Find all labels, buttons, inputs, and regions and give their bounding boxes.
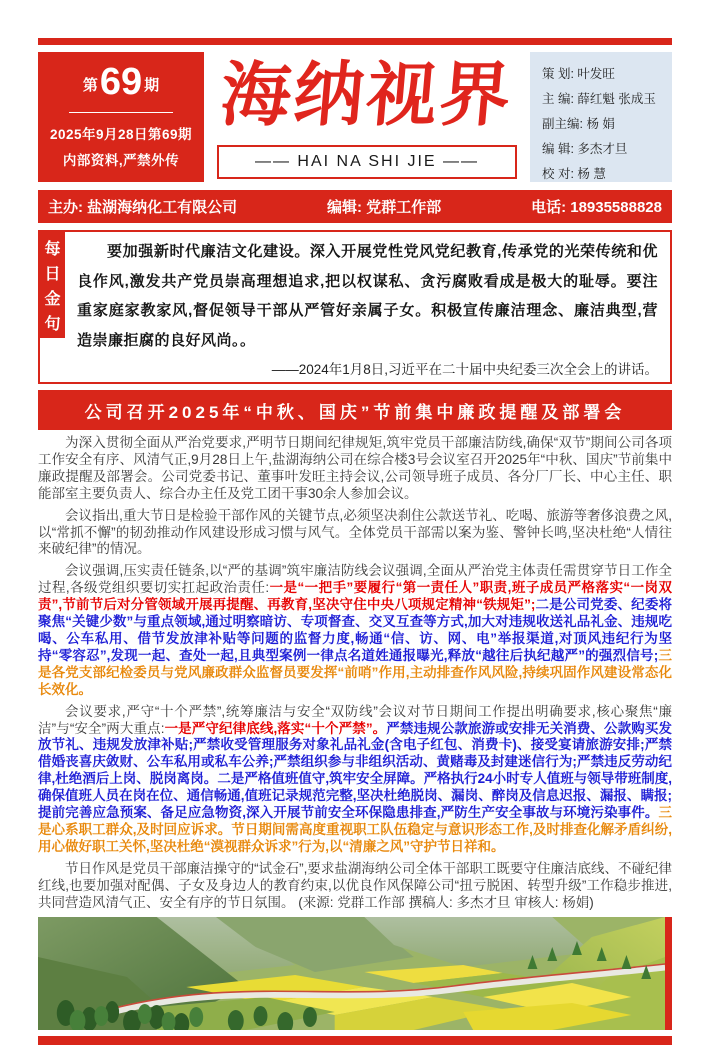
daily-quote-label [40,232,65,338]
info-bar [38,190,672,223]
staff-row: 副主编: 杨 娟 [542,117,615,131]
staff-row: 编 辑: 多杰才旦 [542,142,628,156]
editor-label: 编辑: 党群工作部 [327,199,442,216]
newsletter-subtitle-box [217,145,517,179]
quote-label-char: 句 [44,316,61,333]
staff-row: 校 对: 杨 慧 [542,167,606,181]
text-segment-blue: 严禁违规公款旅游或安排无关消费、公款购买发放节礼、违规发放津补贴;严禁收受管理服务对象礼品礼金(含电子红包、消费卡)、接受宴请旅游安排;严禁借婚丧喜庆敛财、公车私用或私车公养;严禁组织参与非组织活动、黄赌毒及封建迷信行为;严禁违反劳动纪律,杜绝酒后上岗、脱岗离岗。二是严格值班值守,筑牢安全屏障。严格执行24小时专人值班与领导带班制度,确保值班人员在岗在位、通信畅通,值班记录规范完整,坚决杜绝脱岗、漏岗、醉岗及信息迟报、漏报、瞒报;提前完善应急预案、备足应急物资,深入开展节前安全环保隐患排查,严防生产安全事故与环境污染事件。 [38,720,672,821]
text-segment-orange: 三是各党支部纪检委员与党风廉政群众监督员要发挥“前哨”作用,主动排查作风风险,持续巩固作风建设常态化长效化。 [38,647,673,697]
issue-box [38,52,204,182]
article-paragraph [38,563,672,698]
newsletter-title: 海纳视界 [217,56,517,134]
masthead [38,52,672,182]
confidential-notice: 内部资料,严禁外传 [62,153,180,168]
staff-credits-box [530,52,672,182]
issue-number: 69 [99,61,143,103]
daily-quote-attribution: ——2024年1月8日,习近平在二十届中央纪委三次全会上的讲话。 [271,362,658,377]
daily-quote-section [38,230,672,384]
text-segment-orange: 三是心系职工群众,及时回应诉求。节日期间需高度重视职工队伍稳定与意识形态工作,及时排查化解矛盾纠纷,用心做好职工关怀,坚决杜绝“漠视群众诉求”行为,以“清廉之风”守护节日祥和。 [38,805,672,854]
daily-quote-body [65,232,670,382]
text-segment-blue: 二是公司党委、纪委将聚焦“关键少数”与重点领域,通过明察暗访、专项督查、交叉互查等方式,加大对违规收送礼品礼金、违规吃喝、公车私用、借节发放津补贴等问题的监督力度,畅通“信、访、网、电”举报渠道,对顶风违纪行为坚持“零容忍”,发现一起、查处一起,且典型案例一律点名道姓通报曝光,释放“越往后执纪越严”的强烈信号; [38,597,673,663]
text-segment-black: 会议要求,严守“十个严禁”,统筹廉洁与安全“双防线”会议对节日期间工作提出明确要求,核心聚焦“廉洁”与“安全”两大重点: [38,703,672,736]
article-body [38,435,672,911]
top-double-rule [38,38,672,45]
article-paragraph [38,435,672,503]
quote-label-char: 金 [44,291,61,308]
title-block [204,52,530,182]
text-segment-red: 一是严守纪律底线,落实“十个严禁”。 [164,720,387,736]
staff-row: 主 编: 薛红魁 张成玉 [542,92,656,106]
article-paragraph [38,508,672,559]
landscape-image [38,917,672,1030]
text-segment-black: 会议指出,重大节日是检验干部作风的关键节点,必须坚决刹住公款送节礼、吃喝、旅游等奢侈浪费之风,以“常抓不懈”的韧劲推动作风建设形成习惯与风气。全体党员干部需以案为鉴、警钟长鸣,坚决杜绝“人情往来破纪律”的情况。 [38,507,672,557]
text-segment-red: 一是“一把手”要履行“第一责任人”职责,班子成员严格落实“一岗双责”,节前节后对分管领域开展再提醒、再教育,坚决守住中央八项规定精神“铁规矩”; [38,580,672,613]
phone-label: 电话: 18935588828 [531,199,662,216]
text-segment-black: 会议强调,压实责任链条,以“严的基调”筑牢廉洁防线会议强调,全面从严治党主体责任需贯穿节日工作全过程,各级党组织要切实扛起政治责任: [38,563,672,596]
article-headline: 公司召开2025年“中秋、国庆”节前集中廉政提醒及部署会 [38,390,672,430]
quote-label-char: 日 [44,266,61,283]
issue-number-line: 第69 期 [82,61,160,103]
text-segment-black: 为深入贯彻全面从严治党要求,严明节日期间纪律规矩,筑牢党员干部廉洁防线,确保“双节”期间公司各项工作安全有序、风清气正,9月28日上午,盐湖海纳公司在综合楼3号会议室召开2025年“中秋、国庆”节前集中廉政提醒及部署会。公司党委书记、董事叶发旺主持会议,公司领导班子成员、各分厂厂长、中心主任、职能部室主要负责人、综合办主任及党工团干事30余人参加会议。 [38,435,672,501]
text-segment-black: 节日作风是党员干部廉洁操守的“试金石”,要求盐湖海纳公司全体干部职工既要守住廉洁底线、不碰纪律红线,也要加强对配偶、子女及身边人的教育约束,以优良作风保障公司“扭亏脱困、转型升级”工作稳步推进,共同营造风清气正、安全有序的节日氛围。 (来源: 党群工作部 撰稿人: 多杰才旦 审核人: 杨娟) [38,860,672,910]
staff-row: 策 划: 叶发旺 [542,67,615,81]
quote-label-char: 每 [44,241,61,258]
issue-date: 2025年9月28日第69期 [49,127,193,142]
bottom-rule [38,1036,672,1045]
newsletter-subtitle: —— HAI NA SHI JIE —— [254,153,480,170]
issue-divider [69,112,173,113]
valley-illustration [38,917,665,1030]
daily-quote-text: 要加强新时代廉洁文化建设。深入开展党性党风党纪教育,传承党的光荣传统和优良作风,激发共产党员崇高理想追求,把以权谋私、贪污腐败看成是极大的耻辱。要注重家庭家教家风,督促领导干部从严管好亲属子女。积极宣传廉洁理念、廉洁典型,营造崇廉拒腐的良好风尚。。 [77,243,658,349]
article-paragraph [38,861,672,912]
organizer-label: 主办: 盐湖海纳化工有限公司 [48,199,238,216]
article-paragraph [38,704,672,856]
